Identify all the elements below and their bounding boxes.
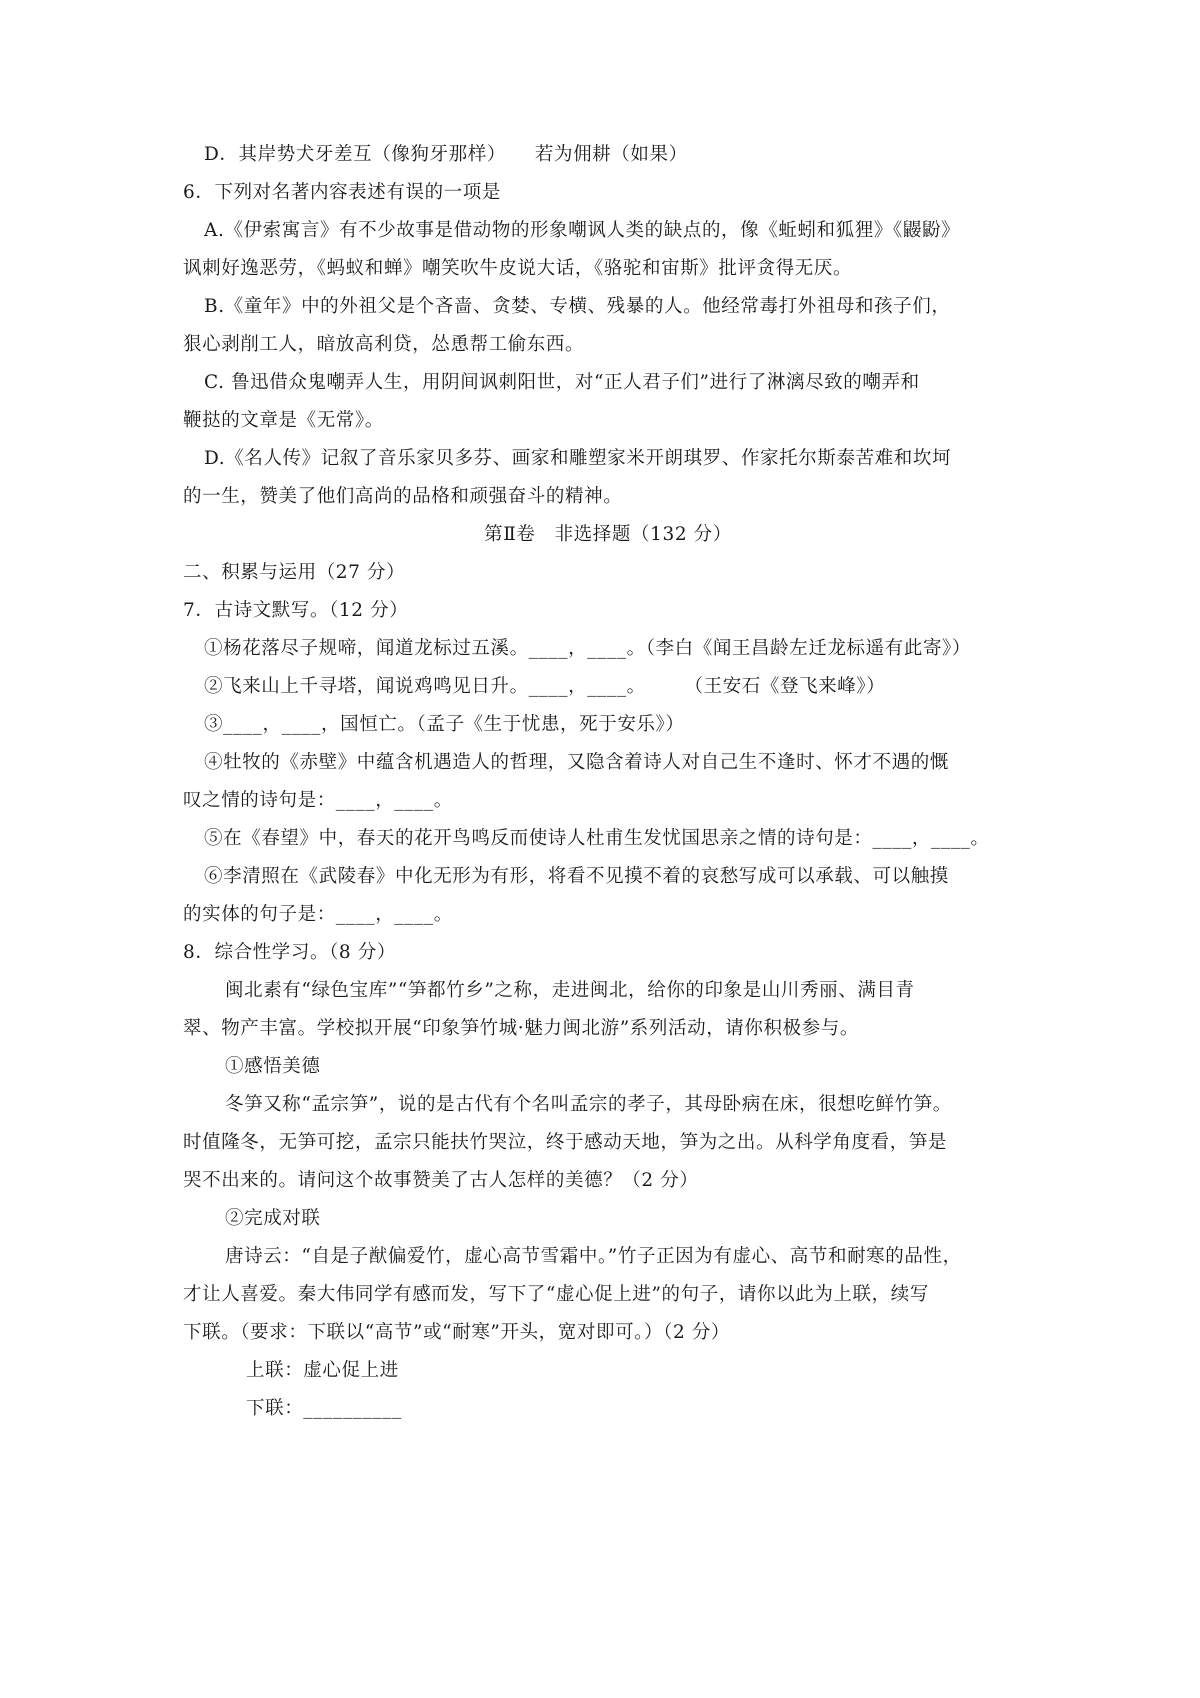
q7-stem: 7．古诗文默写。（12 分） — [183, 600, 409, 621]
q7-item5: ⑤在《春望》中，春天的花开鸟鸣反而使诗人杜甫生发忧国思亲之情的诗句是：____，____。 — [204, 828, 990, 849]
q6-stem: 6．下列对名著内容表述有误的一项是 — [183, 182, 501, 203]
q7-item6-line2: 的实体的句子是：____，____。 — [183, 904, 453, 925]
q8-sub1-line2: 时值隆冬，无笋可挖，孟宗只能扶竹哭泣，终于感动天地，笋为之出。从科学角度看，笋是 — [183, 1132, 948, 1153]
q8-stem: 8．综合性学习。（8 分） — [183, 942, 396, 963]
couplet-upper: 上联：虚心促上进 — [246, 1360, 399, 1381]
q7-item1: ①杨花落尽子规啼，闻道龙标过五溪。____，____。（李白《闻王昌龄左迁龙标遥有此寄》） — [204, 638, 972, 659]
couplet-lower: 下联：__________ — [246, 1398, 402, 1419]
q6-option-d-line1: D.《名人传》记叙了音乐家贝多芬、画家和雕塑家米开朗琪罗、作家托尔斯泰苦难和坎坷 — [204, 448, 952, 469]
q8-sub1-title: ①感悟美德 — [225, 1056, 321, 1077]
q8-intro-line2: 翠、物产丰富。学校拟开展“印象笋竹城·魅力闽北游”系列活动，请你积极参与。 — [183, 1018, 859, 1039]
part2-title: 第Ⅱ卷 非选择题（132 分） — [484, 524, 732, 545]
q5-option-d: D．其岸势犬牙差互（像狗牙那样） 若为佣耕（如果） — [204, 144, 688, 165]
q8-intro-line1: 闽北素有“绿色宝库”“笋都竹乡”之称，走进闽北，给你的印象是山川秀丽、满目青 — [225, 980, 915, 1001]
section-title: 二、积累与运用（27 分） — [183, 562, 406, 583]
q7-item4-line2: 叹之情的诗句是：____，____。 — [183, 790, 453, 811]
q6-option-b-line2: 狠心剥削工人，暗放高利贷，怂恿帮工偷东西。 — [183, 334, 585, 355]
q8-sub1-line3: 哭不出来的。请问这个故事赞美了古人怎样的美德？（2 分） — [183, 1170, 699, 1191]
q6-option-c-line2: 鞭挞的文章是《无常》。 — [183, 410, 384, 431]
q7-item4-line1: ④牡牧的《赤壁》中蕴含机遇造人的哲理，又隐含着诗人对自己生不逢时、怀才不遇的慨 — [204, 752, 949, 773]
q8-sub2-title: ②完成对联 — [225, 1208, 321, 1229]
q8-sub1-line1: 冬笋又称“孟宗笋”，说的是古代有个名叫孟宗的孝子，其母卧病在床，很想吃鲜竹笋。 — [225, 1094, 952, 1115]
q6-option-b-line1: B.《童年》中的外祖父是个吝啬、贪婪、专横、残暴的人。他经常毒打外祖母和孩子们， — [204, 296, 951, 317]
q6-option-a-line1: A.《伊索寓言》有不少故事是借动物的形象嘲讽人类的缺点的，像《蚯蚓和狐狸》《鼹鼢》 — [204, 220, 961, 241]
q7-item3: ③____，____，国恒亡。（孟子《生于忧患，死于安乐》） — [204, 714, 685, 735]
q8-sub2-line2: 才让人喜爱。秦大伟同学有感而发，写下了“虚心促上进”的句子，请你以此为上联，续写 — [183, 1284, 929, 1305]
q6-option-d-line2: 的一生，赞美了他们高尚的品格和顽强奋斗的精神。 — [183, 486, 623, 507]
q8-sub2-line3: 下联。（要求：下联以“高节”或“耐寒”开头，宽对即可。）（2 分） — [183, 1322, 731, 1343]
q8-sub2-line1: 唐诗云：“自是子猷偏爱竹，虚心高节雪霜中。”竹子正因为有虚心、高节和耐寒的品性， — [225, 1246, 962, 1267]
q6-option-a-line2: 讽刺好逸恶劳，《蚂蚁和蝉》嘲笑吹牛皮说大话，《骆驼和宙斯》批评贪得无厌。 — [183, 258, 853, 279]
q7-item2: ②飞来山上千寻塔，闻说鸡鸣见日升。____，____。 （王安石《登飞来峰》） — [204, 676, 886, 697]
exam-page — [183, 136, 1033, 1428]
q6-option-c-line1: C. 鲁迅借众鬼嘲弄人生，用阴间讽刺阳世，对“正人君子们”进行了淋漓尽致的嘲弄和 — [204, 372, 920, 393]
q7-item6-line1: ⑥李清照在《武陵春》中化无形为有形，将看不见摸不着的哀愁写成可以承载、可以触摸 — [204, 866, 949, 887]
